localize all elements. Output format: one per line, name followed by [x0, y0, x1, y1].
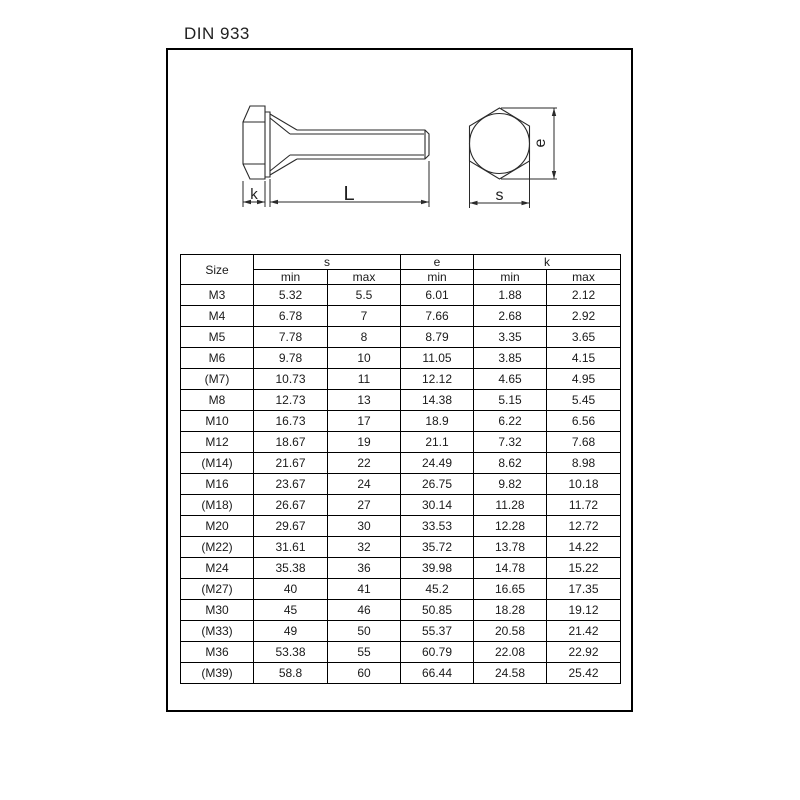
size-cell: M4 [181, 306, 254, 327]
value-cell: 5.32 [254, 285, 328, 306]
value-cell: 45 [254, 600, 328, 621]
size-cell: (M14) [181, 453, 254, 474]
dim-label-k: k [250, 186, 258, 203]
value-cell: 23.67 [254, 474, 328, 495]
value-cell: 49 [254, 621, 328, 642]
value-cell: 4.65 [474, 369, 547, 390]
value-cell: 2.68 [474, 306, 547, 327]
table-row [181, 390, 621, 411]
col-group-e: e [401, 255, 474, 270]
value-cell: 21.42 [547, 621, 621, 642]
head-view-arrowheads [470, 108, 557, 205]
table-row [181, 579, 621, 600]
value-cell: 18.28 [474, 600, 547, 621]
value-cell: 21.1 [401, 432, 474, 453]
size-cell: M24 [181, 558, 254, 579]
value-cell: 1.88 [474, 285, 547, 306]
table-row [181, 306, 621, 327]
value-cell: 30.14 [401, 495, 474, 516]
bolt-neck-cone [270, 114, 297, 175]
value-cell: 3.65 [547, 327, 621, 348]
value-cell: 26.75 [401, 474, 474, 495]
value-cell: 13.78 [474, 537, 547, 558]
head-view-dimensions [470, 108, 558, 208]
table-header-group-row [181, 255, 621, 270]
value-cell: 24 [328, 474, 401, 495]
value-cell: 16.73 [254, 411, 328, 432]
col-group-k: k [474, 255, 621, 270]
value-cell: 6.56 [547, 411, 621, 432]
hexagon-outline [470, 108, 530, 179]
value-cell: 14.38 [401, 390, 474, 411]
arrowhead [522, 201, 530, 205]
content-frame [166, 48, 633, 712]
dim-label-e: e [532, 138, 549, 148]
value-cell: 33.53 [401, 516, 474, 537]
value-cell: 14.78 [474, 558, 547, 579]
value-cell: 20.58 [474, 621, 547, 642]
value-cell: 3.35 [474, 327, 547, 348]
arrowhead [257, 200, 265, 204]
size-cell: M20 [181, 516, 254, 537]
value-cell: 7.32 [474, 432, 547, 453]
size-cell: M3 [181, 285, 254, 306]
table-header [181, 255, 621, 285]
dim-label-s: s [495, 187, 504, 204]
col-header-k-max: max [547, 270, 621, 285]
table-row [181, 621, 621, 642]
value-cell: 6.22 [474, 411, 547, 432]
value-cell: 21.67 [254, 453, 328, 474]
size-cell: M30 [181, 600, 254, 621]
value-cell: 11.05 [401, 348, 474, 369]
value-cell: 11.72 [547, 495, 621, 516]
col-header-size: Size [181, 255, 254, 285]
value-cell: 22 [328, 453, 401, 474]
table-row [181, 453, 621, 474]
size-cell: (M33) [181, 621, 254, 642]
value-cell: 35.72 [401, 537, 474, 558]
table-row [181, 537, 621, 558]
value-cell: 50 [328, 621, 401, 642]
value-cell: 53.38 [254, 642, 328, 663]
value-cell: 35.38 [254, 558, 328, 579]
value-cell: 7.66 [401, 306, 474, 327]
size-cell: M10 [181, 411, 254, 432]
size-cell: M16 [181, 474, 254, 495]
value-cell: 55 [328, 642, 401, 663]
value-cell: 7 [328, 306, 401, 327]
size-cell: (M27) [181, 579, 254, 600]
size-cell: M5 [181, 327, 254, 348]
value-cell: 30 [328, 516, 401, 537]
arrowhead [470, 201, 478, 205]
value-cell: 16.65 [474, 579, 547, 600]
table-row [181, 474, 621, 495]
arrowhead [552, 171, 556, 179]
arrowhead [552, 108, 556, 116]
value-cell: 6.01 [401, 285, 474, 306]
value-cell: 9.78 [254, 348, 328, 369]
value-cell: 8.79 [401, 327, 474, 348]
bolt-technical-drawing [168, 50, 631, 265]
value-cell: 12.72 [547, 516, 621, 537]
value-cell: 4.15 [547, 348, 621, 369]
value-cell: 58.8 [254, 663, 328, 684]
value-cell: 24.58 [474, 663, 547, 684]
bolt-side-view [243, 106, 429, 179]
dimensions-table [180, 254, 621, 684]
chamfer-circle [470, 114, 530, 174]
value-cell: 40 [254, 579, 328, 600]
value-cell: 32 [328, 537, 401, 558]
size-cell: (M39) [181, 663, 254, 684]
table-row [181, 600, 621, 621]
size-cell: M6 [181, 348, 254, 369]
value-cell: 11 [328, 369, 401, 390]
size-cell: (M18) [181, 495, 254, 516]
table-row [181, 411, 621, 432]
value-cell: 8 [328, 327, 401, 348]
bolt-head-outline [243, 106, 265, 179]
value-cell: 12.73 [254, 390, 328, 411]
side-view-dimensions [243, 161, 429, 207]
table-row [181, 285, 621, 306]
table-row [181, 348, 621, 369]
table-row [181, 495, 621, 516]
value-cell: 25.42 [547, 663, 621, 684]
value-cell: 7.68 [547, 432, 621, 453]
table-row [181, 516, 621, 537]
value-cell: 11.28 [474, 495, 547, 516]
size-cell: (M22) [181, 537, 254, 558]
value-cell: 66.44 [401, 663, 474, 684]
table-row [181, 369, 621, 390]
value-cell: 12.12 [401, 369, 474, 390]
value-cell: 5.5 [328, 285, 401, 306]
bolt-washer-face [265, 112, 270, 177]
table-body [181, 285, 621, 684]
value-cell: 24.49 [401, 453, 474, 474]
value-cell: 39.98 [401, 558, 474, 579]
size-cell: M36 [181, 642, 254, 663]
col-group-s: s [254, 255, 401, 270]
table-row [181, 327, 621, 348]
table-row [181, 642, 621, 663]
value-cell: 26.67 [254, 495, 328, 516]
arrowhead [270, 200, 278, 204]
size-cell: M8 [181, 390, 254, 411]
value-cell: 45.2 [401, 579, 474, 600]
value-cell: 19.12 [547, 600, 621, 621]
value-cell: 22.08 [474, 642, 547, 663]
value-cell: 41 [328, 579, 401, 600]
col-header-k-min: min [474, 270, 547, 285]
value-cell: 13 [328, 390, 401, 411]
col-header-s-max: max [328, 270, 401, 285]
value-cell: 10.18 [547, 474, 621, 495]
dim-label-l: L [343, 183, 355, 205]
value-cell: 2.92 [547, 306, 621, 327]
col-header-s-min: min [254, 270, 328, 285]
value-cell: 31.61 [254, 537, 328, 558]
value-cell: 10 [328, 348, 401, 369]
value-cell: 12.28 [474, 516, 547, 537]
value-cell: 60.79 [401, 642, 474, 663]
value-cell: 15.22 [547, 558, 621, 579]
table-row [181, 432, 621, 453]
value-cell: 5.15 [474, 390, 547, 411]
value-cell: 36 [328, 558, 401, 579]
value-cell: 4.95 [547, 369, 621, 390]
arrowhead [421, 200, 429, 204]
value-cell: 10.73 [254, 369, 328, 390]
size-cell: M12 [181, 432, 254, 453]
value-cell: 46 [328, 600, 401, 621]
bolt-thread-line [290, 134, 424, 155]
table-row [181, 663, 621, 684]
value-cell: 5.45 [547, 390, 621, 411]
col-header-e-min: min [401, 270, 474, 285]
value-cell: 27 [328, 495, 401, 516]
value-cell: 8.62 [474, 453, 547, 474]
value-cell: 14.22 [547, 537, 621, 558]
page-title: DIN 933 [184, 24, 250, 43]
value-cell: 60 [328, 663, 401, 684]
value-cell: 50.85 [401, 600, 474, 621]
value-cell: 55.37 [401, 621, 474, 642]
value-cell: 18.9 [401, 411, 474, 432]
value-cell: 19 [328, 432, 401, 453]
value-cell: 8.98 [547, 453, 621, 474]
value-cell: 2.12 [547, 285, 621, 306]
value-cell: 29.67 [254, 516, 328, 537]
value-cell: 22.92 [547, 642, 621, 663]
value-cell: 17 [328, 411, 401, 432]
value-cell: 18.67 [254, 432, 328, 453]
size-cell: (M7) [181, 369, 254, 390]
bolt-head-end-view [470, 108, 530, 179]
value-cell: 9.82 [474, 474, 547, 495]
table-row [181, 558, 621, 579]
value-cell: 6.78 [254, 306, 328, 327]
value-cell: 3.85 [474, 348, 547, 369]
value-cell: 17.35 [547, 579, 621, 600]
value-cell: 7.78 [254, 327, 328, 348]
